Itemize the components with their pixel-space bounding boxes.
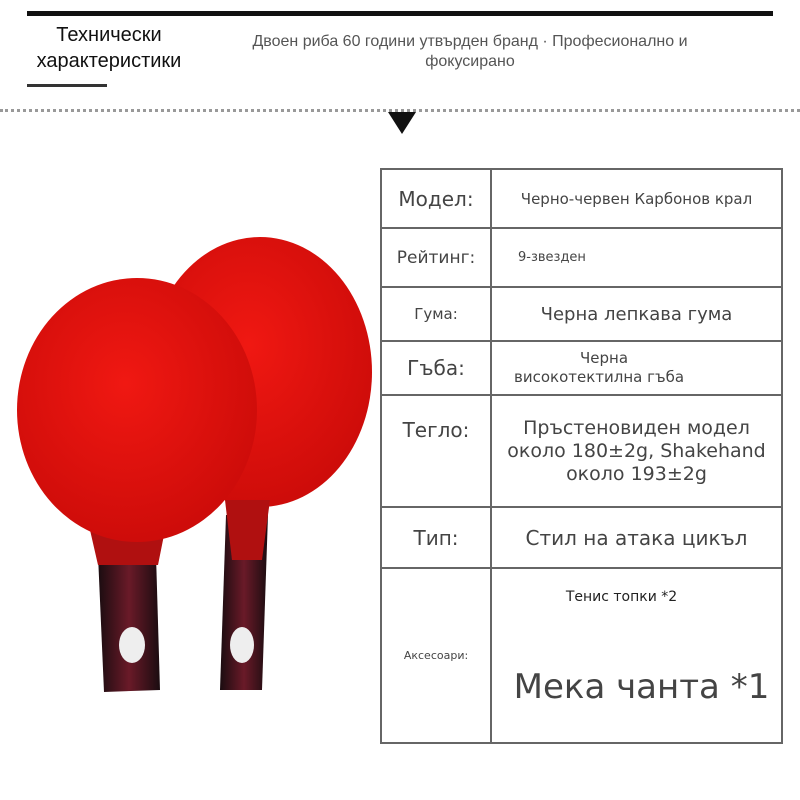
spec-value [491, 568, 782, 743]
spec-label: Рейтинг: [381, 228, 491, 287]
section-title: Технически характеристики [36, 24, 182, 72]
front-paddle [17, 278, 257, 692]
spec-value: Пръстеновиден модел около 180±2g, Shakehand около 193±2g [491, 395, 782, 507]
spec-label: Гъба: [381, 341, 491, 395]
spec-value: 9-звезден [491, 228, 782, 287]
spec-label: Аксесоари: [381, 568, 491, 743]
spec-value-line: високотектилна гъба [514, 368, 685, 386]
down-arrow-icon [388, 112, 416, 134]
spec-value: Стил на атака цикъл [491, 507, 782, 568]
subtitle: Двоен риба 60 години утвърден бранд · Професионално и фокусирано [252, 33, 688, 70]
table-row [381, 228, 782, 287]
spec-label: Тип: [381, 507, 491, 568]
spec-value: Черно-червен Карбонов крал [491, 169, 782, 228]
table-row [381, 341, 782, 395]
spec-table [380, 168, 783, 744]
table-row [381, 507, 782, 568]
spec-label: Гума: [381, 287, 491, 341]
spec-label: Модел: [381, 169, 491, 228]
table-row [381, 287, 782, 341]
table-row [381, 169, 782, 228]
spec-label: Тегло: [381, 395, 491, 507]
spec-value [491, 341, 782, 395]
spec-value-line: Черна [580, 349, 629, 367]
table-row [381, 395, 782, 507]
table-row [381, 568, 782, 743]
spec-value-line: Тенис топки *2 [565, 589, 678, 605]
spec-value-line: Мека чанта *1 [513, 667, 770, 707]
paddles-image [0, 0, 380, 800]
spec-value: Черна лепкава гума [491, 287, 782, 341]
